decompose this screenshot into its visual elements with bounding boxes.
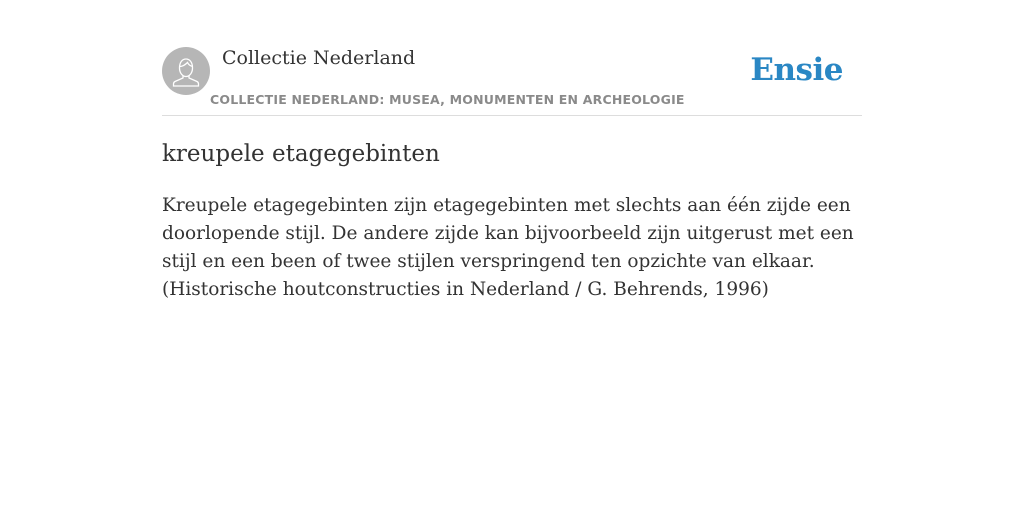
entry-definition: Kreupele etagegebinten zijn etagegebinten met slechts aan één zijde een doorlopende stijl. De andere zijde kan bijvoorbeeld zijn uitgerust met een stijl en een been of twee stijlen verspringend ten opzichte van elkaar. (Historische houtconstructies in Nederland / G. Behrends, 1996) [162,195,854,300]
author-name[interactable]: Collectie Nederland [222,47,416,69]
ensie-logo[interactable]: Ensie [750,52,843,88]
author-subtitle: COLLECTIE NEDERLAND: MUSEA, MONUMENTEN EN ARCHEOLOGIE [210,92,685,107]
avatar[interactable] [162,47,210,95]
header [162,46,862,116]
user-silhouette-icon [162,47,210,95]
entry-term: kreupele etagegebinten [162,141,440,167]
